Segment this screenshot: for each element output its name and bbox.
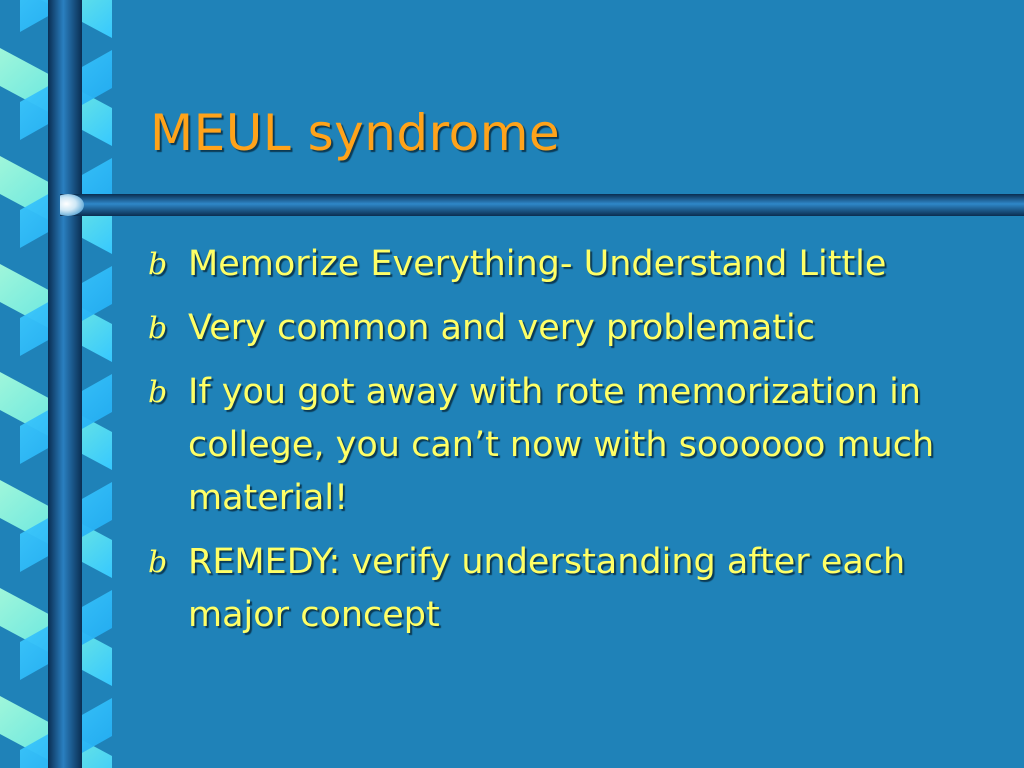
bullet-text: REMEDY: verify understanding after each major concept — [188, 542, 906, 635]
bullet-item — [148, 302, 1008, 355]
bullet-marker-icon: b — [148, 311, 168, 346]
bullet-marker-icon: b — [148, 247, 168, 282]
bullet-list — [148, 238, 1008, 653]
bullet-text: Memorize Everything- Understand Little — [188, 244, 887, 284]
bullet-text: Very common and very problematic — [188, 308, 815, 348]
title-divider-bar — [60, 192, 1024, 218]
bullet-text: If you got away with rote memorization in college, you can’t now with soooooo much material! — [188, 372, 935, 518]
bullet-marker-icon: b — [148, 375, 168, 410]
bullet-item — [148, 238, 1008, 291]
bullet-item — [148, 536, 1008, 642]
bullet-item — [148, 366, 1008, 525]
spiral-ribbon-decoration — [0, 0, 115, 768]
slide-title: MEUL syndrome — [150, 104, 561, 162]
bullet-marker-icon: b — [148, 545, 168, 580]
